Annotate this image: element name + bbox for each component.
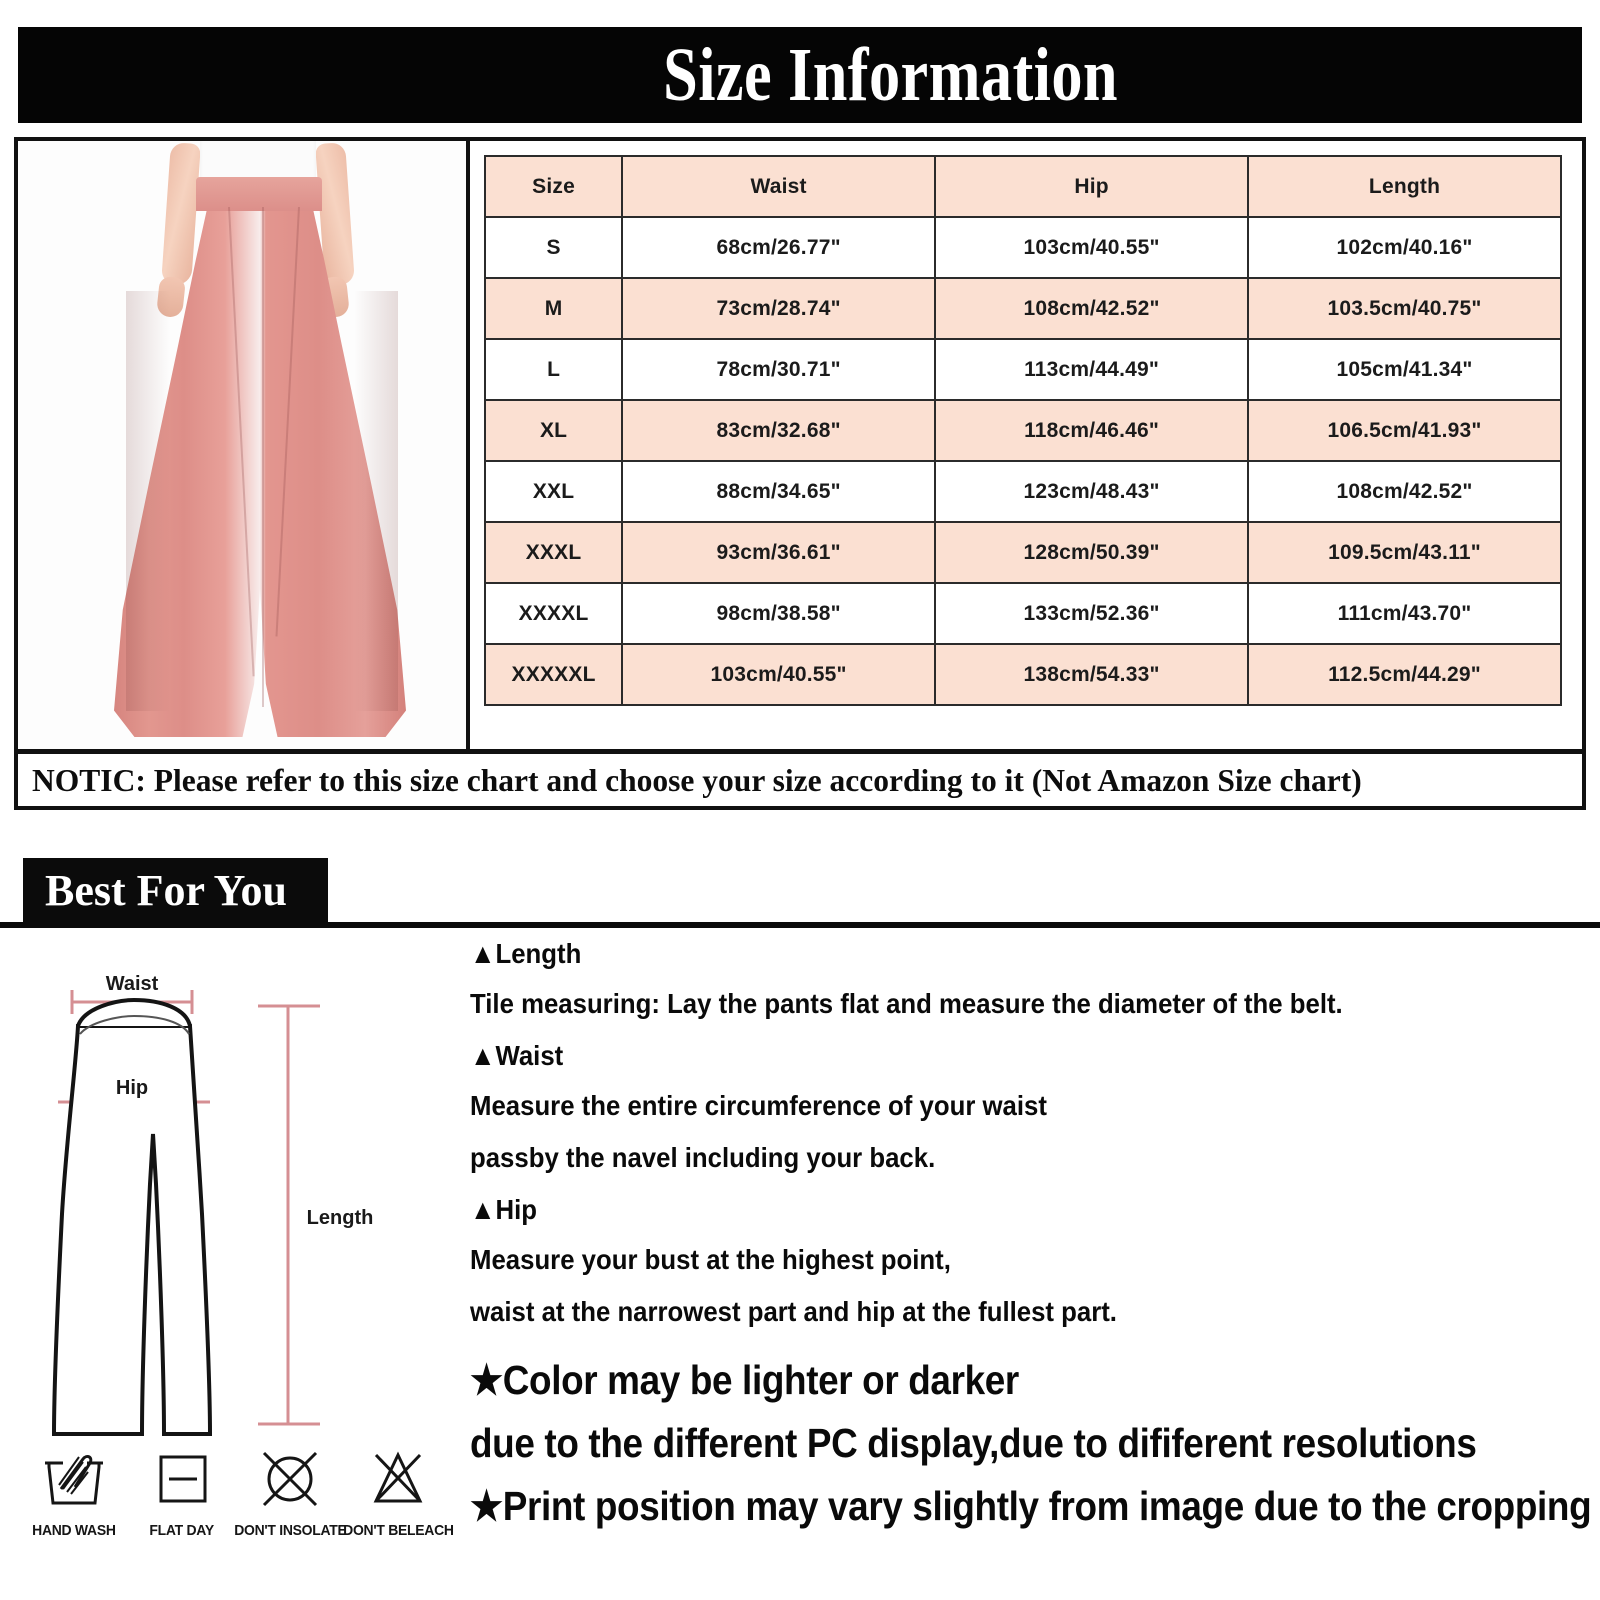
model-left-hand [156,276,186,318]
best-for-you-label: Best For You [45,865,287,915]
cell-waist: 88cm/34.65" [622,461,935,522]
hip-body-2: waist at the narrowest part and hip at the fullest part. [470,1296,1117,1327]
waist-body-1: Measure the entire circumference of your waist [470,1090,1047,1121]
cell-hip: 103cm/40.55" [935,217,1248,278]
hip-diagram-label: Hip [115,1077,149,1099]
column-header-size: Size [485,156,622,217]
size-information-panel [14,137,1586,810]
color-disclaimer-sub: due to the different PC display,due to dififerent resolutions [470,1420,1477,1466]
care-label: DON'T INSOLATE [233,1522,347,1539]
care-instruction-row [10,1440,462,1600]
length-body: Tile measuring: Lay the pants flat and measure the diameter of the belt. [470,988,1343,1019]
pants-measurement-svg [10,934,462,1444]
waist-heading: ▲Waist [470,1040,564,1071]
care-label: DON'T BELEACH [342,1522,454,1539]
column-header-hip: Hip [935,156,1248,217]
cell-size: XXXL [485,522,622,583]
cell-waist: 68cm/26.77" [622,217,935,278]
cell-length: 112.5cm/44.29" [1248,644,1561,705]
cell-waist: 83cm/32.68" [622,400,935,461]
table-row [485,583,1561,644]
cell-length: 102cm/40.16" [1248,217,1561,278]
cell-size: XXXXXL [485,644,622,705]
cell-waist: 78cm/30.71" [622,339,935,400]
cell-hip: 128cm/50.39" [935,522,1248,583]
print-position-disclaimer: ★Print position may vary slightly from image due to the cropping [470,1483,1592,1529]
hand-wash-icon [39,1440,109,1518]
care-item [342,1440,454,1539]
color-disclaimer: ★Color may be lighter or darker [470,1357,1019,1403]
table-header-row [485,156,1561,217]
cell-length: 105cm/41.34" [1248,339,1561,400]
cell-waist: 98cm/38.58" [622,583,935,644]
care-item [24,1440,124,1539]
page-title-bar [18,27,1582,123]
measuring-instructions [470,934,1595,1600]
pants-waistband [196,177,322,211]
table-row [485,461,1561,522]
page-title: Size Information [662,33,1118,117]
cell-length: 106.5cm/41.93" [1248,400,1561,461]
cell-hip: 138cm/54.33" [935,644,1248,705]
model-illustration [18,141,466,749]
best-for-you-section [0,934,1600,1600]
care-item [132,1440,232,1539]
cell-waist: 93cm/36.61" [622,522,935,583]
cell-waist: 103cm/40.55" [622,644,935,705]
cell-size: XL [485,400,622,461]
do-not-bleach-icon [363,1440,433,1518]
table-row [485,217,1561,278]
cell-length: 109.5cm/43.11" [1248,522,1561,583]
waist-diagram-label: Waist [105,973,159,995]
table-row [485,644,1561,705]
panel-body [18,141,1582,749]
waist-body-2: passby the navel including your back. [470,1142,936,1173]
length-diagram-label: Length [306,1207,374,1229]
flat-dry-icon [147,1440,217,1518]
cell-hip: 118cm/46.46" [935,400,1248,461]
size-table-container [470,141,1582,749]
table-row [485,339,1561,400]
table-row [485,278,1561,339]
pants-pleat [262,207,264,707]
do-not-insolate-icon [255,1440,325,1518]
cell-hip: 108cm/42.52" [935,278,1248,339]
cell-size: XXL [485,461,622,522]
cell-length: 108cm/42.52" [1248,461,1561,522]
cell-hip: 123cm/48.43" [935,461,1248,522]
care-item [233,1440,347,1539]
best-for-you-badge [23,858,328,923]
table-row [485,400,1561,461]
notice-text: NOTIC: Please refer to this size chart and choose your size according to it (Not Amazon Size chart) [32,761,1362,798]
pink-palazzo-pants [114,207,406,737]
table-row [485,522,1561,583]
care-label: HAND WASH [32,1522,116,1539]
hip-heading: ▲Hip [470,1194,538,1225]
section-divider-rule [0,922,1600,928]
cell-hip: 133cm/52.36" [935,583,1248,644]
cell-length: 111cm/43.70" [1248,583,1561,644]
column-header-waist: Waist [622,156,935,217]
care-label: FLAT DAY [149,1522,215,1539]
size-table [484,155,1562,706]
cell-size: L [485,339,622,400]
cell-length: 103.5cm/40.75" [1248,278,1561,339]
column-header-length: Length [1248,156,1561,217]
cell-waist: 73cm/28.74" [622,278,935,339]
hip-body-1: Measure your bust at the highest point, [470,1244,951,1275]
notice-strip [18,749,1582,806]
cell-size: XXXXL [485,583,622,644]
cell-size: M [485,278,622,339]
product-photo [18,141,470,749]
length-heading: ▲Length [470,938,582,969]
cell-hip: 113cm/44.49" [935,339,1248,400]
cell-size: S [485,217,622,278]
